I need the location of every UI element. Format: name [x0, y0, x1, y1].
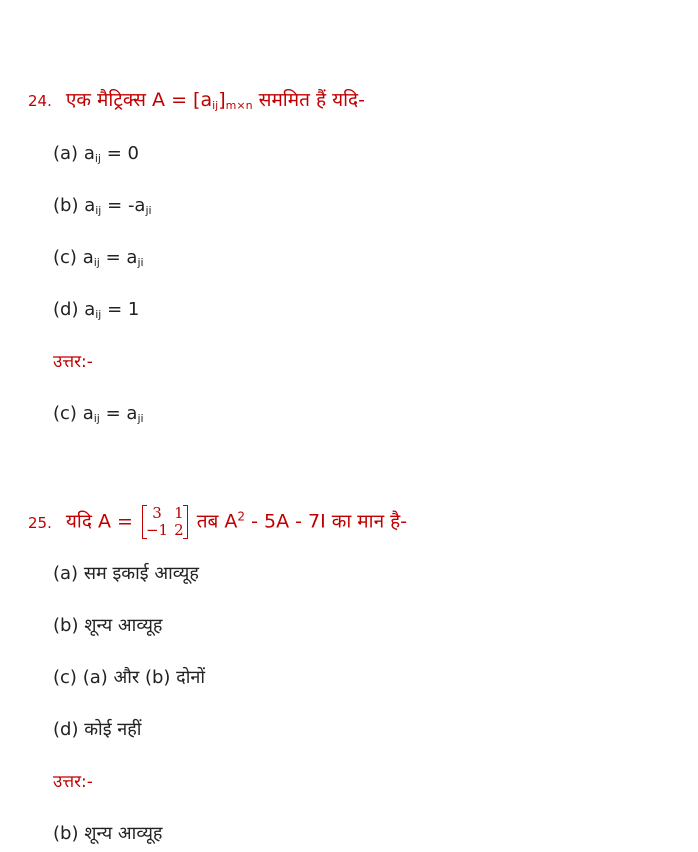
- question-25: [28, 505, 407, 539]
- option-label: (a): [53, 143, 79, 164]
- answer-heading: उत्तर:-: [53, 352, 93, 372]
- subscript-mxn: m×n: [225, 99, 253, 112]
- option-base: a: [84, 195, 96, 216]
- option-label: (c): [53, 667, 77, 688]
- option-text: (a) और (b) दोनों: [82, 667, 206, 688]
- option-sub: ij: [93, 256, 100, 269]
- option-label: (d): [53, 299, 79, 320]
- option-rhs: a: [126, 247, 138, 268]
- matrix-cell: 2: [174, 521, 184, 539]
- option-d: [53, 298, 139, 322]
- option-base: a: [84, 299, 96, 320]
- question-text-prefix: यदि A =: [65, 510, 133, 533]
- option-text: कोई नहीं: [84, 719, 142, 740]
- option-a: [53, 142, 139, 166]
- option-sub: ij: [95, 308, 102, 321]
- option-base: a: [82, 403, 94, 424]
- option-text: सम इकाई आव्यूह: [83, 563, 199, 584]
- option-eq: =: [107, 195, 123, 216]
- option-label: (c): [53, 403, 77, 424]
- option-label: (d): [53, 719, 79, 740]
- option-base: a: [82, 247, 94, 268]
- option-eq: = 1: [107, 299, 140, 320]
- answer-heading: उत्तर:-: [53, 772, 93, 792]
- option-label: (b): [53, 615, 79, 636]
- matrix-cell: 3: [152, 504, 162, 522]
- option-sub: ij: [93, 412, 100, 425]
- question-number: 25.: [28, 513, 52, 532]
- matrix-cell: 1: [174, 504, 184, 522]
- question-text-mid: तब A: [196, 510, 238, 533]
- option-b: [53, 194, 152, 218]
- option-rhs: a: [126, 403, 138, 424]
- option-c: [53, 246, 144, 270]
- option-rhs: -a: [127, 195, 146, 216]
- option-eq: =: [105, 403, 121, 424]
- option-sub: ij: [95, 204, 102, 217]
- option-b: [53, 614, 162, 638]
- option-label: (c): [53, 247, 77, 268]
- bracket-close: ]: [218, 89, 226, 111]
- option-text: शून्य आव्यूह: [84, 823, 163, 844]
- option-base: a: [83, 143, 95, 164]
- option-sub: ij: [94, 152, 101, 165]
- superscript: 2: [237, 509, 246, 524]
- question-text-suffix: - 5A - 7I का मान है-: [245, 510, 408, 533]
- question-number: 24.: [28, 92, 52, 110]
- answer-option: [53, 822, 162, 846]
- answer-option: [53, 402, 144, 426]
- matrix: [143, 505, 187, 539]
- option-rhs-sub: ji: [137, 412, 144, 425]
- option-d: [53, 718, 141, 742]
- option-c: [53, 666, 205, 690]
- matrix-bracket-left: [142, 505, 147, 539]
- option-rhs-sub: ji: [145, 204, 152, 217]
- matrix-bracket-right: [183, 505, 188, 539]
- option-label: (b): [53, 195, 79, 216]
- question-text-suffix: सममित हैं यदि-: [258, 89, 365, 111]
- option-a: [53, 562, 199, 586]
- option-rhs-sub: ji: [137, 256, 144, 269]
- option-eq: = 0: [106, 143, 139, 164]
- option-label: (b): [53, 823, 79, 844]
- option-text: शून्य आव्यूह: [84, 615, 163, 636]
- question-text-prefix: एक मैट्रिक्स A = [a: [65, 89, 213, 111]
- matrix-cell: −1: [145, 521, 169, 539]
- option-eq: =: [105, 247, 121, 268]
- subscript-ij: ij: [212, 99, 219, 112]
- option-label: (a): [53, 563, 79, 584]
- question-24: [28, 88, 365, 113]
